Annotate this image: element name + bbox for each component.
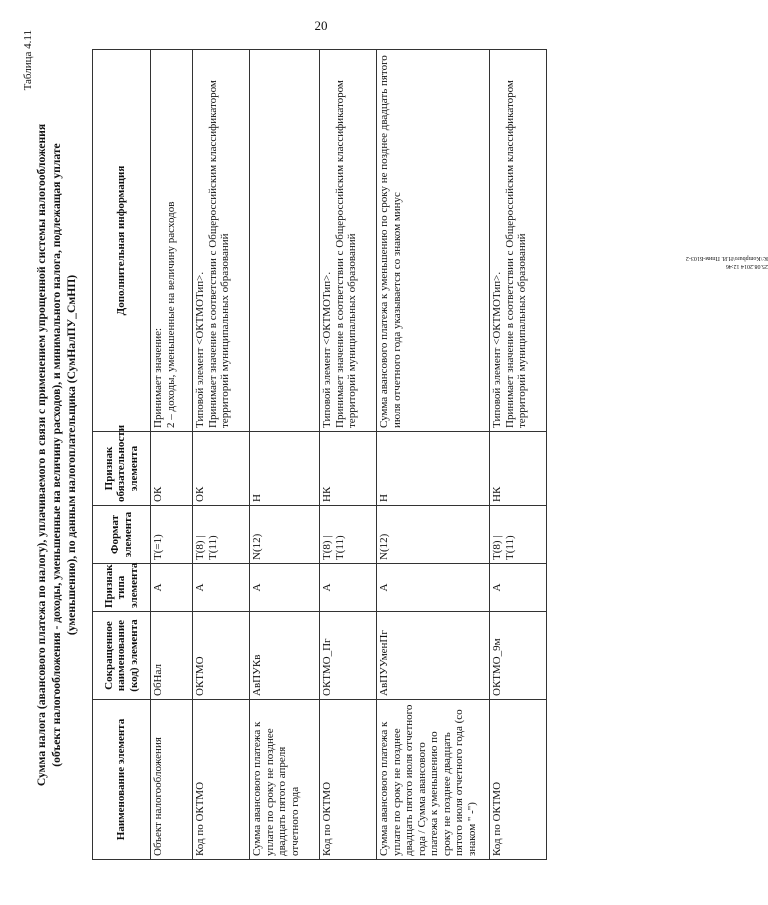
cell-format: T(8) | T(11)	[490, 506, 547, 564]
cell-type: А	[320, 564, 377, 612]
cell-info: Типовой элемент <ОКТМОТип>. Принимает значение в соответствии с Общероссийским классификатором территорий муниципальных образований	[490, 50, 547, 432]
title-line: Сумма налога (авансового платежа по налогу), уплачиваемого в связи с применением упрощенной системы налогообложения	[35, 123, 48, 787]
cell-info: Принимает значение: 2 – доходы, уменьшенные на величину расходов	[151, 50, 193, 432]
cell-type: А	[151, 564, 193, 612]
cell-info: Сумма авансового платежа к уменьшению по сроку не позднее двадцать пятого июля отчетного года указывается со знаком минус	[377, 50, 490, 432]
footer-line: К:\Kompburo\Н.И. Ппим-Б103-2	[685, 255, 768, 261]
table-row	[151, 50, 193, 860]
cell-info: Типовой элемент <ОКТМОТип>. Принимает значение в соответствии с Общероссийским классификатором территорий муниципальных образований	[193, 50, 250, 432]
cell-required: Н	[250, 432, 320, 506]
cell-required: ОК	[193, 432, 250, 506]
header-format: Формат элемента	[93, 506, 151, 564]
cell-name: Сумма авансового платежа к уплате по сроку не позднее двадцать пятого июля отчетного года / Сумма авансового платежа к уменьшению по сроку не позднее двадцать пятого июля отчетного года (со знаком " -")	[377, 700, 490, 860]
table-row	[250, 50, 320, 860]
cell-code: АвПУКв	[250, 612, 320, 700]
cell-code: ОКТМО	[193, 612, 250, 700]
cell-info	[250, 50, 320, 432]
cell-format: T(8) | T(11)	[193, 506, 250, 564]
table-title	[34, 30, 79, 880]
cell-name: Объект налогообложения	[151, 700, 193, 860]
header-info: Дополнительная информация	[93, 50, 151, 432]
cell-code: ОКТМО_9м	[490, 612, 547, 700]
table-number: Таблица 4.11	[22, 30, 34, 91]
header-type: Признак типа элемента	[93, 564, 151, 612]
header-name: Наименование элемента	[93, 700, 151, 860]
cell-required: НК	[320, 432, 377, 506]
cell-name: Код по ОКТМО	[193, 700, 250, 860]
cell-name: Код по ОКТМО	[490, 700, 547, 860]
cell-name: Код по ОКТМО	[320, 700, 377, 860]
cell-format: N(12)	[377, 506, 490, 564]
cell-required: НК	[490, 432, 547, 506]
header-code: Сокращенное наименование (код) элемента	[93, 612, 151, 700]
header-required: Признак обязательности элемента	[93, 432, 151, 506]
cell-type: А	[250, 564, 320, 612]
cell-format: T(8) | T(11)	[320, 506, 377, 564]
rotated-page	[20, 30, 768, 880]
cell-type: А	[377, 564, 490, 612]
header-row	[93, 50, 151, 860]
cell-required: ОК	[151, 432, 193, 506]
title-line: (объект налогообложения - доходы, уменьшенные на величину расходов), и минимального налога, подлежащая уплате	[50, 143, 63, 767]
table-row	[320, 50, 377, 860]
cell-code: ОКТМО_Пг	[320, 612, 377, 700]
cell-required: Н	[377, 432, 490, 506]
cell-type: А	[193, 564, 250, 612]
table-row	[193, 50, 250, 860]
table-row	[490, 50, 547, 860]
footer-line: 25.08.2014 12:46	[725, 263, 768, 269]
cell-type: А	[490, 564, 547, 612]
cell-code: АвПУУменПг	[377, 612, 490, 700]
cell-name: Сумма авансового платежа к уплате по сроку не позднее двадцать пятого апреля отчетного года	[250, 700, 320, 860]
cell-code: ОбНал	[151, 612, 193, 700]
table-row	[377, 50, 490, 860]
page-number: 20	[314, 18, 328, 33]
title-line: (уменьшению), по данным налогоплательщика (СумНалПУ_СмНП)	[65, 274, 78, 636]
cell-format: N(12)	[250, 506, 320, 564]
cell-format: T(=1)	[151, 506, 193, 564]
cell-info: Типовой элемент <ОКТМОТип>. Принимает значение в соответствии с Общероссийским классификатором территорий муниципальных образований	[320, 50, 377, 432]
footer	[686, 254, 768, 270]
elements-table	[92, 49, 547, 860]
